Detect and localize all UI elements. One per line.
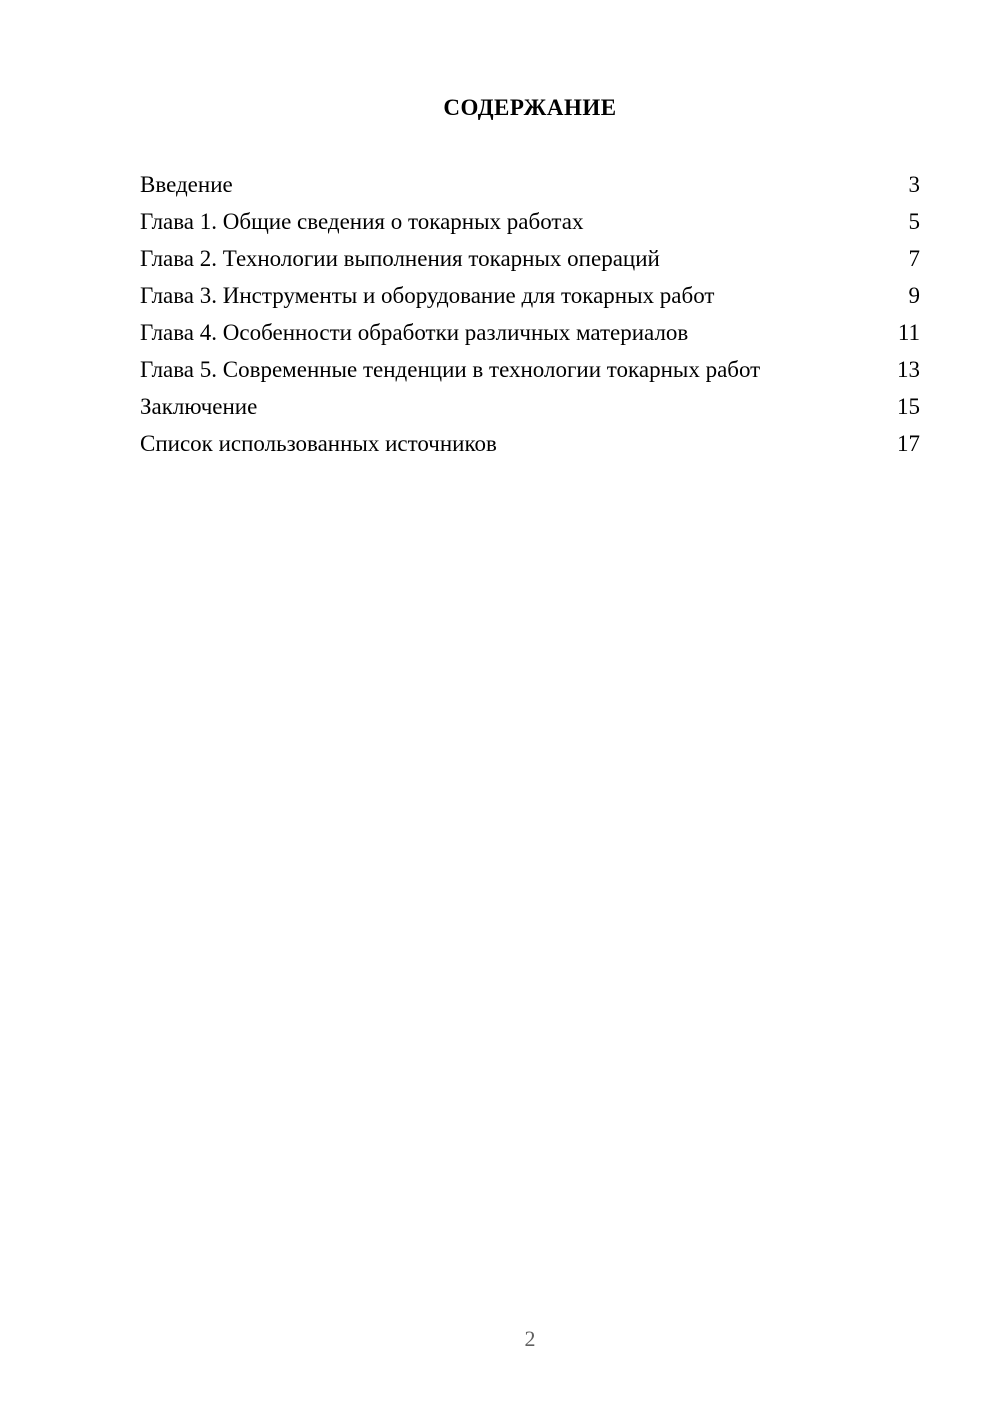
toc-entry-page-number: 5 [908, 209, 920, 234]
toc-entry-page-number: 7 [908, 246, 920, 271]
toc-entry-label: Введение [140, 172, 233, 197]
page-content [0, 0, 1000, 462]
toc-entry [140, 388, 920, 425]
toc-entry-label: Список использованных источников [140, 431, 497, 456]
toc-entry-page-number: 15 [897, 394, 920, 419]
toc-entry-label: Глава 5. Современные тенденции в технологии токарных работ [140, 357, 761, 382]
toc-entry-page-number: 13 [897, 357, 920, 382]
toc-entry [140, 166, 920, 203]
toc-list [140, 166, 920, 462]
toc-entry-label: Глава 2. Технологии выполнения токарных операций [140, 246, 660, 271]
toc-entry [140, 425, 920, 462]
toc-entry-page-number: 17 [897, 431, 920, 456]
toc-entry [140, 351, 920, 388]
toc-entry [140, 203, 920, 240]
toc-entry [140, 277, 920, 314]
toc-entry [140, 240, 920, 277]
toc-entry-label: Глава 1. Общие сведения о токарных работах [140, 209, 584, 234]
toc-entry [140, 314, 920, 351]
toc-entry-page-number: 3 [908, 172, 920, 197]
toc-entry-page-number: 9 [908, 283, 920, 308]
toc-entry-label: Глава 4. Особенности обработки различных материалов [140, 320, 689, 345]
toc-entry-label: Заключение [140, 394, 258, 419]
page-title: СОДЕРЖАНИЕ [443, 95, 617, 120]
toc-entry-label: Глава 3. Инструменты и оборудование для токарных работ [140, 283, 715, 308]
footer-page-number: 2 [524, 1326, 536, 1351]
toc-entry-page-number: 11 [897, 320, 920, 345]
